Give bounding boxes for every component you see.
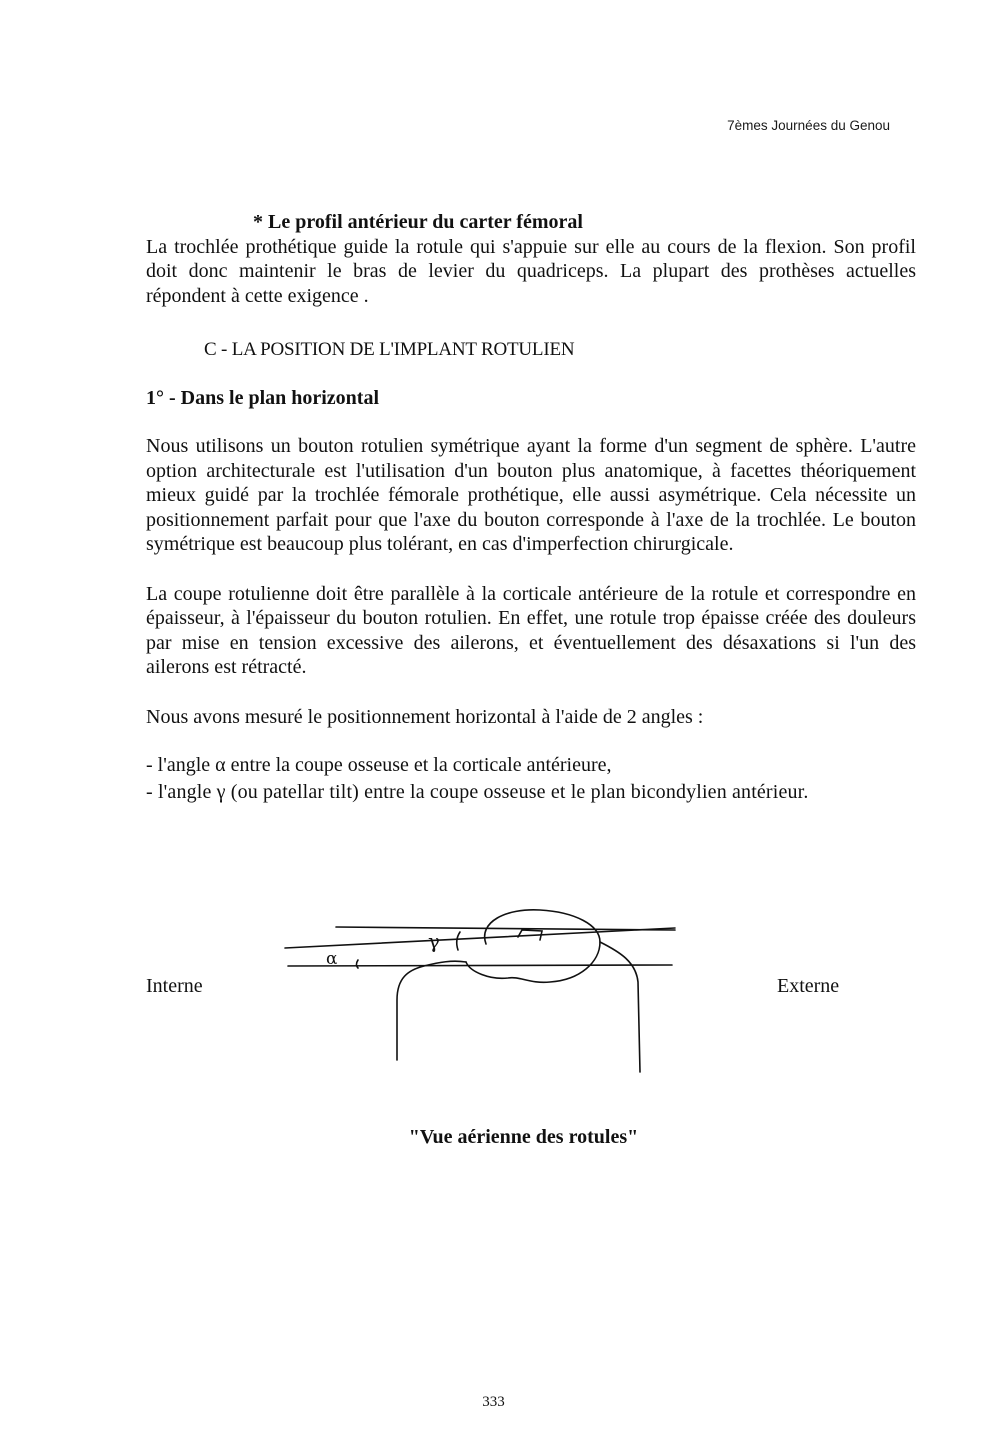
paragraph-trochlee: La trochlée prothétique guide la rotule qui s'appuie sur elle au cours de la flexion. Son profil doit donc maintenir le bras de levier du quadriceps. La plupart des prothèses actuelles répondent à cette exigence . — [146, 235, 916, 307]
page-number: 333 — [482, 1394, 505, 1410]
sub-heading: * Le profil antérieur du carter fémoral — [253, 211, 583, 233]
figure-caption: "Vue aérienne des rotules" — [408, 1126, 639, 1148]
anterior-cortex-line — [336, 927, 675, 930]
section-title: C - LA POSITION DE L'IMPLANT ROTULIEN — [204, 339, 575, 360]
paragraph-bouton: Nous utilisons un bouton rotulien symétrique ayant la forme d'un segment de sphère. L'autre option architecturale est l'utilisation d'un bouton plus anatomique, à facettes théoriquement mieux guidé par la trochlée fémorale prothétique, elle aussi asymétrique. Cela nécessite un positionnement parfait pour que l'axe du bouton corresponde à l'axe de la trochlée. Le bouton symétrique est beaucoup plus tolérant, en cas d'imperfection chirurgicale. — [146, 435, 916, 555]
patella-diagram — [280, 900, 690, 1080]
label-interne: Interne — [146, 975, 203, 997]
alpha-arc — [357, 960, 359, 968]
paragraph-mesure: Nous avons mesuré le positionnement horizontal à l'aide de 2 angles : — [146, 705, 704, 728]
running-header: 7èmes Journées du Genou — [727, 118, 890, 133]
femur-right-outline — [600, 942, 640, 1072]
numbered-heading: 1° - Dans le plan horizontal — [146, 386, 380, 409]
paragraph-coupe: La coupe rotulienne doit être parallèle à la corticale antérieure de la rotule et correspondre en épaisseur, à l'épaisseur du bouton rotulien. En effet, une rotule trop épaisse créée des douleurs par mise en tension excessive des ailerons, et éventuellement des désaxations si l'un des ailerons est rétracté. — [146, 582, 916, 678]
bicondylar-plane-line — [288, 965, 672, 966]
gamma-arc — [457, 932, 460, 950]
list-item-alpha: - l'angle α entre la coupe osseuse et la corticale antérieure, — [146, 754, 612, 776]
alpha-symbol: α — [326, 949, 338, 969]
gamma-symbol: γ — [428, 929, 440, 953]
bone-cut-line — [285, 928, 675, 948]
page-body — [146, 210, 916, 804]
femur-outline — [397, 961, 466, 1060]
label-externe: Externe — [777, 975, 840, 997]
patella-outline — [466, 910, 600, 983]
list-item-gamma: - l'angle γ (ou patellar tilt) entre la coupe osseuse et le plan bicondylien antérieur. — [146, 780, 809, 803]
